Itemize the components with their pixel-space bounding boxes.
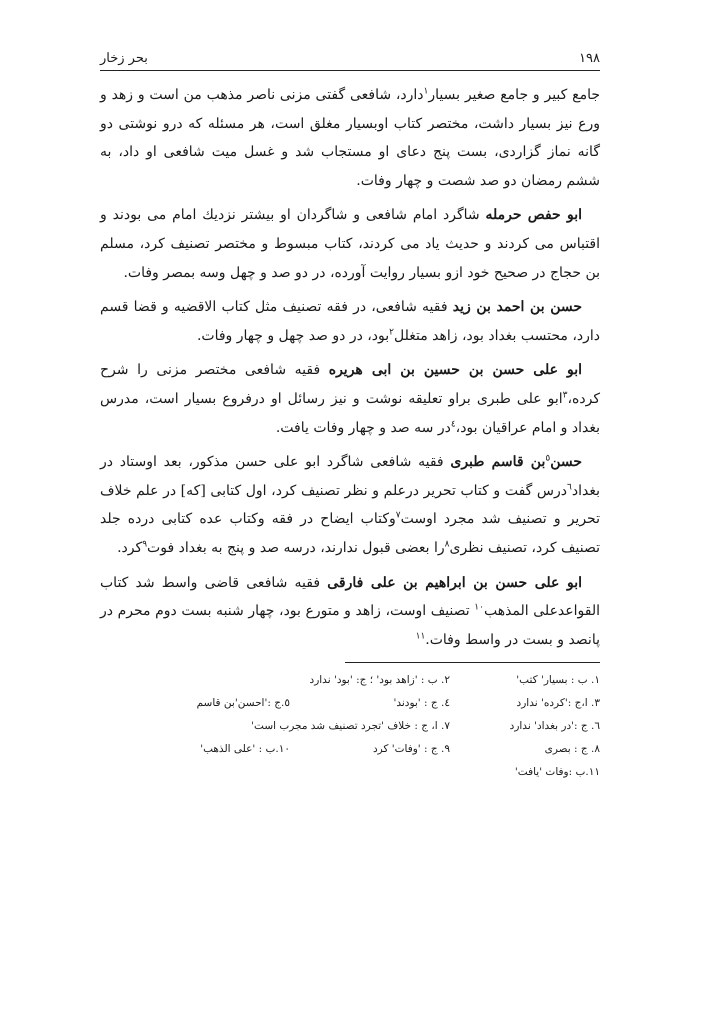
paragraph-text: کرد. (117, 539, 143, 556)
page-number: ١٩٨ (579, 51, 600, 66)
entry-name: ابو علی حسن بن حسین بن ابی هریره (328, 362, 583, 379)
paragraph-text: وکتاب ایضاح در فقه وکتاب عده کتابی درده جلد تصنیف کرد، تصنیف نظری (100, 511, 600, 556)
paragraph-text: جامع کبیر و جامع صغیر بسیار (428, 87, 600, 103)
paragraph-text: فقیه شافعی قاضی واسط شد کتاب القواعدعلی المذهب (100, 574, 600, 620)
paragraph-text: فقیه شافعی، در فقه تصنیف مثل کتاب الاقضیه و قضا قسم دارد، محتسب بغداد بود، زاهد متغلل (100, 299, 600, 344)
paragraph-text: فقیه شافعی مختصر مزنی را شرح کرده، (100, 362, 600, 407)
paragraph-text: ابو علی طبری براو تعلیقه نوشت و نیز رسائل او درفروع بسیار است، مدرس بغداد و امام عراقیان بود، (100, 390, 600, 436)
footnote: ٦. ج :'در بغداد' ندارد (509, 720, 600, 733)
paragraph-text: درس گفت و کتاب تحریر درعلم و نظر تصنیف کرد، اول کتابی [که] در علم خلاف تحریر و تصنیف شد مجرد اوست (100, 482, 600, 528)
footnote-ref: ٣ (562, 390, 568, 401)
paragraph (100, 81, 600, 195)
paragraph-text: فقیه شافعی شاگرد ابو علی حسن مذکور، بعد اوستاد در بغداد (100, 454, 600, 499)
footnote-row (100, 715, 600, 738)
footnote-row (100, 761, 600, 784)
paragraph (100, 356, 600, 442)
footnote: ٩. ج : 'وفات' کرد (372, 743, 450, 756)
entry-name: بن قاسم طبری (450, 454, 546, 471)
footnote-row (100, 669, 600, 692)
footnote: ١. ب : بسیار' کتب' (516, 674, 600, 687)
footnote-ref: ٧ (395, 510, 401, 521)
page-header (100, 40, 600, 66)
footnotes (100, 669, 600, 784)
paragraph (100, 569, 600, 655)
entry-name: حسن بن احمد بن زید (452, 299, 582, 316)
footnote-ref: ٨ (444, 539, 450, 550)
footnote-ref: ١٠ (474, 602, 484, 613)
footnote-ref: ٢ (389, 327, 394, 338)
footnote-rule (345, 662, 600, 663)
main-text (100, 81, 600, 654)
paragraph (100, 201, 600, 287)
entry-name: ابو حفص حرمله (485, 207, 582, 224)
entry-name: حسن (550, 454, 582, 471)
footnote: ٣. ا،ج :'کرده' ندارد (516, 697, 600, 710)
paragraph-text: دارد، شافعی گفتی مزنی ناصر مذهب من است و زهد و ورع نیز بسیار داشت، مختصر کتاب اوبسیار مغلق است، هر مسئله که درو نوشتی دو گانه نماز گزاردی، بست پنج دعای او مستجاب شد و غسل میت شافعی او داد، به ششم رمضان دو صد شصت و چهار وفات. (100, 87, 600, 189)
paragraph (100, 293, 600, 350)
footnote: ١٠.ب : 'علی الذهب' (200, 743, 290, 756)
paragraph-text: را بعضی قبول ندارند، درسه صد و پنج به بغداد فوت (147, 539, 445, 556)
paragraph-text: شاگرد امام شافعی و شاگردان او بیشتر نزدیك امام می بودند و اقتباس می کردند و حدیث یاد می کردند، کتاب مبسوط و مختصر تصنیف کرد، مسلم بن حجاج در صحیح خود ازو بسیار روایت آورده، در دو صد و چهل وسه بمصر وفات. (100, 207, 600, 281)
header-rule (100, 70, 600, 71)
paragraph-text: تصنیف اوست، زاهد و متورع بود، چهار شنبه بست دوم محرم در پانصد و بست در واسط وفات. (100, 603, 600, 648)
document-page (100, 40, 600, 784)
paragraph-text: در سه صد و چهار وفات یافت. (275, 419, 451, 436)
footnote-ref: ١١ (415, 631, 426, 642)
footnote: ١١.ب :وفات 'یافت' (514, 766, 600, 779)
entry-name: ابو علی حسن بن ابراهیم بن علی فارقی (327, 574, 582, 591)
footnote-ref: ٥ (545, 453, 551, 464)
footnote-row (100, 692, 600, 715)
footnote-row (100, 738, 600, 761)
footnote-ref: ٦ (567, 482, 572, 493)
footnote-ref: ٩ (142, 539, 148, 550)
footnote: ٢. ب : 'زاهد بود' ؛ ج: 'بود' ندارد (309, 674, 450, 687)
footnote: ٥.ج :'احسن'بن قاسم (196, 697, 290, 710)
footnote: ٨. ج : بصری (544, 743, 600, 756)
footnote-ref: ١ (423, 86, 429, 97)
footnote: ٤. ج : 'بودند' (393, 697, 450, 710)
footnote: ٧. ا، ج : خلاف 'تجرد تصنیف شد مجرب است' (251, 720, 450, 733)
running-title: بحر زخار (100, 51, 148, 66)
paragraph-text: بود، در دو صد چهل و چهار وفات. (196, 327, 390, 344)
paragraph (100, 448, 600, 562)
footnote-ref: ٤ (450, 418, 456, 429)
